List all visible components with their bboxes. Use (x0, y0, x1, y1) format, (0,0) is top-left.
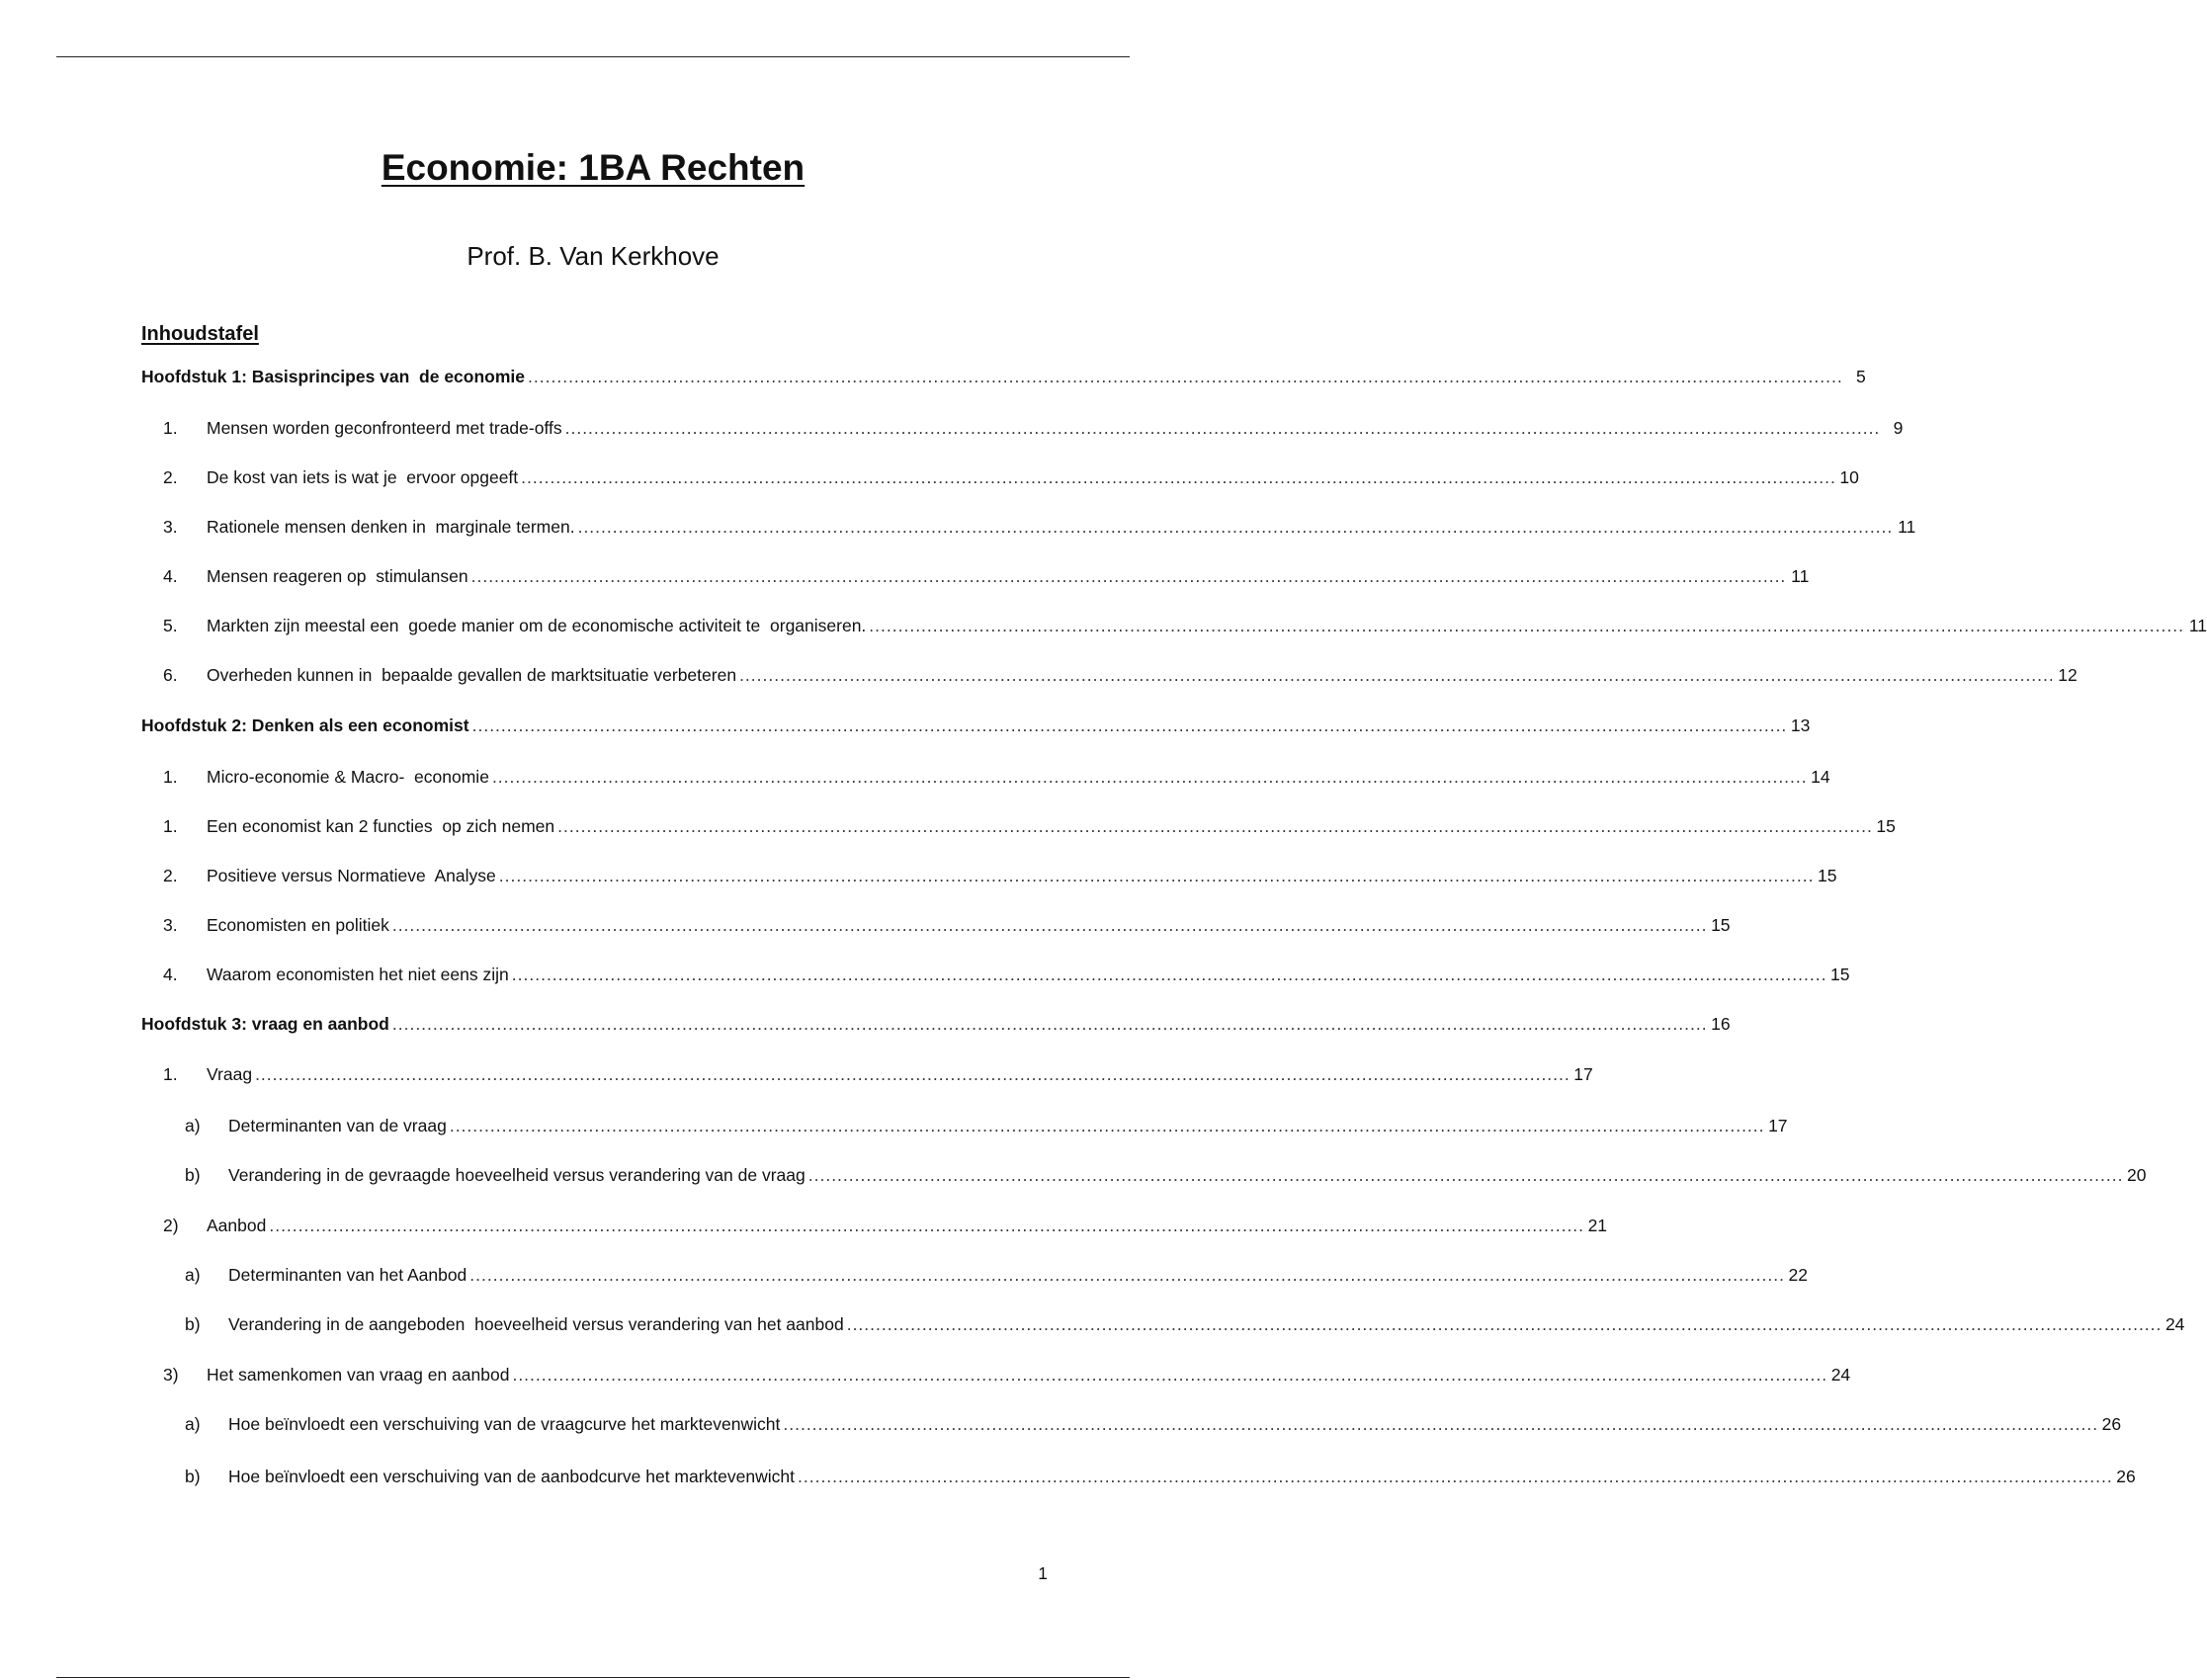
toc-entry-page: 13 (1790, 715, 1811, 735)
toc-dot-leader (499, 864, 1815, 887)
toc-dot-leader (808, 1163, 2124, 1187)
page-number: 1 (1038, 1563, 1048, 1583)
toc-entry (141, 1114, 1788, 1137)
toc-entry-page: 17 (1768, 1116, 1788, 1135)
toc-entry-number: 4. (163, 965, 178, 984)
toc-entry-label: Hoe beïnvloedt een verschuiving van de vraagcurve het marktevenwicht (228, 1414, 781, 1434)
toc-entry-page: 12 (2058, 665, 2078, 685)
toc-entry-page: 21 (1587, 1216, 1608, 1235)
toc-entry-label: Verandering in de aangeboden hoeveelheid versus verandering van het aanbod (228, 1314, 844, 1334)
toc-entry (141, 564, 1810, 588)
top-rule (56, 56, 1130, 57)
toc-dot-leader (578, 515, 1894, 539)
toc-entry (141, 515, 1916, 539)
toc-entry (141, 1312, 2185, 1336)
toc-entry-number: 1. (163, 816, 178, 836)
toc-dot-leader (469, 1263, 1785, 1287)
toc-entry-label: Economisten en politiek (207, 915, 389, 935)
toc-entry-page: 22 (1788, 1265, 1808, 1285)
toc-entry (141, 814, 1896, 838)
toc-entry (141, 963, 1850, 986)
toc-dot-leader (269, 1214, 1584, 1237)
toc-dot-leader (565, 416, 1881, 440)
toc-entry-number: b) (185, 1165, 201, 1185)
toc-entry (141, 1465, 2136, 1488)
toc-entry-label: De kost van iets is wat je ervoor opgeeft (207, 467, 519, 487)
toc-entry-label: Mensen worden geconfronteerd met trade-offs (207, 418, 562, 438)
toc-chapter-entry (141, 365, 1866, 388)
toc-entry-page: 11 (2188, 616, 2207, 635)
toc-dot-leader (471, 564, 1787, 588)
toc-dot-leader (512, 1363, 1827, 1386)
toc-dot-leader (528, 365, 1843, 388)
toc-dot-leader (557, 814, 1873, 838)
toc-entry-number: 6. (163, 665, 178, 685)
toc-dot-leader (472, 714, 1788, 737)
toc-entry-label: Determinanten van het Aanbod (228, 1265, 467, 1285)
toc-dot-leader (255, 1062, 1570, 1086)
toc-entry-label: Vraag (207, 1064, 253, 1084)
toc-entry-number: b) (185, 1467, 201, 1486)
toc-entry-page: 15 (1711, 915, 1731, 935)
toc-entry-number: a) (185, 1116, 201, 1135)
toc-entry-page: 5 (1856, 367, 1866, 386)
bottom-rule (56, 1677, 1130, 1678)
toc-entry-number: 1. (163, 418, 178, 438)
document-title (0, 146, 1186, 190)
toc-entry (141, 1062, 1593, 1086)
toc-entry (141, 1163, 2147, 1187)
toc-entry (141, 913, 1731, 937)
toc-chapter-entry (141, 714, 1811, 737)
toc-dot-leader (847, 1312, 2163, 1336)
toc-entry (141, 1412, 2122, 1436)
toc-entry (141, 1363, 1851, 1386)
toc-entry-label: Determinanten van de vraag (228, 1116, 447, 1135)
toc-entry-page: 9 (1893, 418, 1904, 438)
toc-entry-label: Overheden kunnen in bepaalde gevallen de marktsituatie verbeteren (207, 665, 737, 685)
toc-entry-label: Hoofdstuk 2: Denken als een economist (141, 715, 469, 735)
toc-entry-page: 11 (1791, 566, 1810, 586)
toc-entry (141, 765, 1830, 789)
toc-dot-leader (512, 963, 1827, 986)
toc-entry-number: 2) (163, 1216, 179, 1235)
toc-entry-page: 11 (1898, 517, 1916, 537)
toc-entry-label: Het samenkomen van vraag en aanbod (207, 1365, 510, 1385)
toc-entry-label: Verandering in de gevraagde hoeveelheid versus verandering van de vraag (228, 1165, 806, 1185)
document-author: Prof. B. Van Kerkhove (467, 241, 720, 271)
toc-entry-label: Hoe beïnvloedt een verschuiving van de aanbodcurve het marktevenwicht (228, 1467, 795, 1486)
toc-dot-leader (798, 1465, 2113, 1488)
toc-dot-leader (392, 913, 1708, 937)
toc-entry-page: 10 (1839, 467, 1859, 487)
toc-entry-page: 15 (1818, 866, 1837, 885)
toc-entry (141, 614, 2207, 637)
toc-entry-label: Micro-economie & Macro- economie (207, 767, 489, 787)
toc-entry-page: 15 (1830, 965, 1850, 984)
toc-entry-number: 3. (163, 915, 178, 935)
toc-entry-label: Rationele mensen denken in marginale termen. (207, 517, 575, 537)
toc-entry-number: a) (185, 1414, 201, 1434)
toc-entry-label: Aanbod (207, 1216, 267, 1235)
toc-entry (141, 663, 2078, 687)
toc-entry-page: 24 (2165, 1314, 2185, 1334)
toc-dot-leader (450, 1114, 1765, 1137)
toc-entry-number: 1. (163, 767, 178, 787)
toc-entry-label: Positieve versus Normatieve Analyse (207, 866, 496, 885)
toc-dot-leader (521, 465, 1836, 489)
toc-entry-number: 1. (163, 1064, 178, 1084)
toc-entry-number: 3. (163, 517, 178, 537)
toc-entry-page: 26 (2101, 1414, 2122, 1434)
toc-entry (141, 1263, 1808, 1287)
toc-entry-label: Markten zijn meestal een goede manier om de economische activiteit te organiseren. (207, 616, 867, 635)
toc-dot-leader (869, 614, 2184, 637)
toc-entry-page: 14 (1811, 767, 1830, 787)
toc-entry-page: 26 (2116, 1467, 2136, 1486)
toc-heading: Inhoudstafel (141, 323, 259, 345)
toc-entry-number: b) (185, 1314, 201, 1334)
document-title-text: Economie: 1BA Rechten (381, 147, 806, 188)
toc-entry-page: 24 (1830, 1365, 1851, 1385)
toc-dot-leader (783, 1412, 2098, 1436)
toc-entry-label: Mensen reageren op stimulansen (207, 566, 468, 586)
toc-dot-leader (739, 663, 2055, 687)
toc-entry-number: a) (185, 1265, 201, 1285)
toc-entry (141, 1214, 1608, 1237)
toc-entry-label: Hoofdstuk 1: Basisprincipes van de economie (141, 367, 526, 386)
toc-entry (141, 416, 1904, 440)
toc-entry-number: 3) (163, 1365, 179, 1385)
toc-entry-label: Waarom economisten het niet eens zijn (207, 965, 509, 984)
toc-entry-number: 4. (163, 566, 178, 586)
toc-chapter-entry (141, 1012, 1731, 1036)
toc-entry-label: Een economist kan 2 functies op zich nemen (207, 816, 555, 836)
toc-entry-page: 15 (1876, 816, 1896, 836)
toc-entry-number: 2. (163, 467, 178, 487)
toc-dot-leader (392, 1012, 1708, 1036)
toc-dot-leader (492, 765, 1808, 789)
toc-entry (141, 465, 1859, 489)
toc-entry-page: 17 (1573, 1064, 1593, 1084)
toc-entry-number: 5. (163, 616, 178, 635)
toc-entry-number: 2. (163, 866, 178, 885)
toc-entry-page: 20 (2126, 1165, 2147, 1185)
toc-entry (141, 864, 1837, 887)
toc-entry-label: Hoofdstuk 3: vraag en aanbod (141, 1014, 389, 1034)
toc-entry-page: 16 (1711, 1014, 1731, 1034)
